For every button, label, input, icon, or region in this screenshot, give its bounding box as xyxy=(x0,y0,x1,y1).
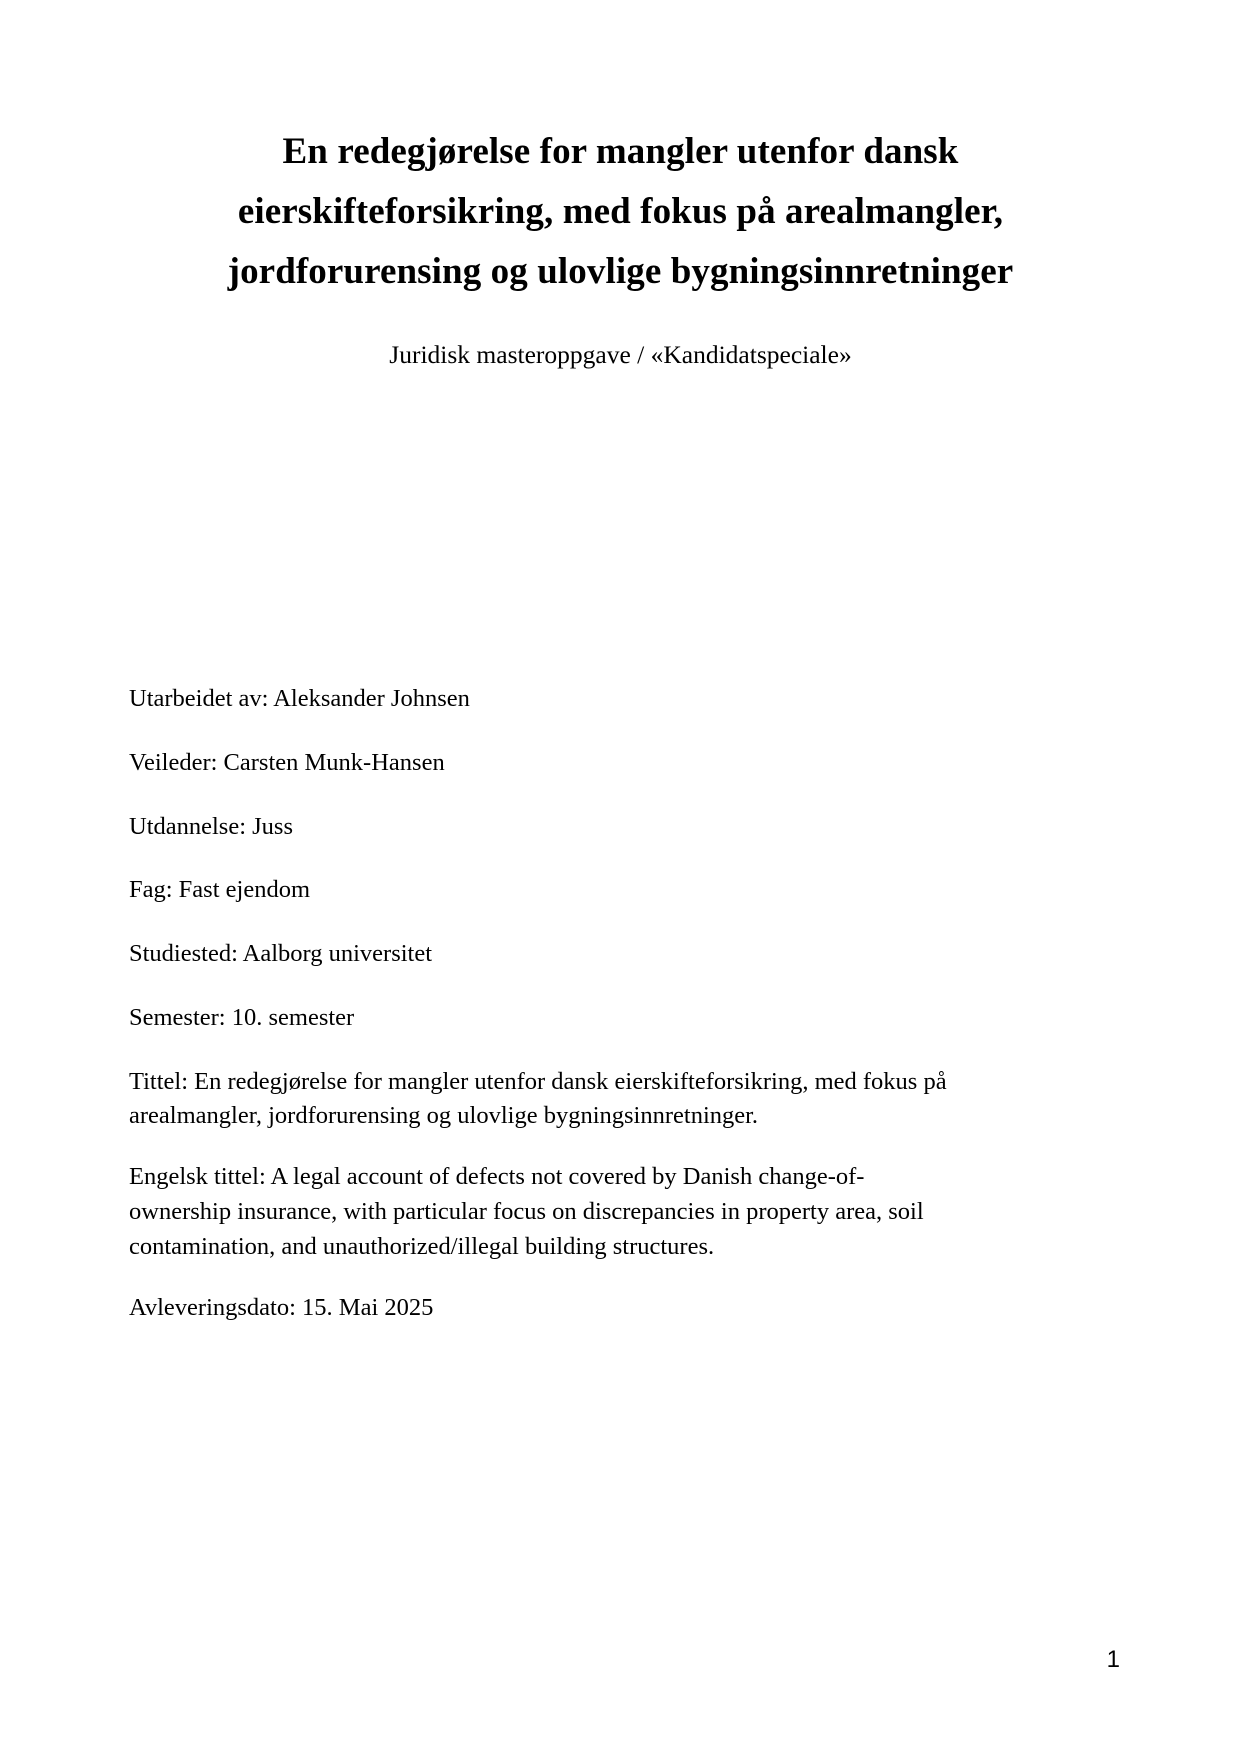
metadata-supervisor: Veileder: Carsten Munk-Hansen xyxy=(129,748,445,776)
metadata-subject: Fag: Fast ejendom xyxy=(129,876,311,904)
page-title-line-1: En redegjørelse for mangler utenfor dansk xyxy=(282,131,959,172)
page-title xyxy=(148,122,1093,302)
metadata-block xyxy=(129,682,949,1325)
metadata-semester: Semester: 10. semester xyxy=(129,1003,355,1031)
page-subtitle: Juridisk masteroppgave / «Kandidatspeciale» xyxy=(389,339,852,369)
metadata-title-field: Tittel: En redegjørelse for mangler utenfor dansk eierskifteforsikring, med fokus på arealmangler, jordforurensing og ulovlige bygningsinnretninger. xyxy=(129,1067,947,1130)
metadata-institution: Studiested: Aalborg universitet xyxy=(129,940,433,968)
metadata-author: Utarbeidet av: Aleksander Johnsen xyxy=(129,685,470,712)
metadata-submission-date: Avleveringsdato: 15. Mai 2025 xyxy=(129,1293,434,1321)
title-block xyxy=(148,122,1093,374)
metadata-english-title-field: Engelsk tittel: A legal account of defects not covered by Danish change-of-ownership insurance, with particular focus on discrepancies in property area, soil contamination, and unauthorized/illegal building structures. xyxy=(129,1163,924,1260)
metadata-education: Utdannelse: Juss xyxy=(129,812,293,840)
page-number: 1 xyxy=(1106,1646,1120,1673)
page-title-line-3: jordforurensing og ulovlige bygningsinnretninger xyxy=(227,250,1014,292)
page-title-line-2: eierskifteforsikring, med fokus på arealmangler, xyxy=(237,190,1004,232)
